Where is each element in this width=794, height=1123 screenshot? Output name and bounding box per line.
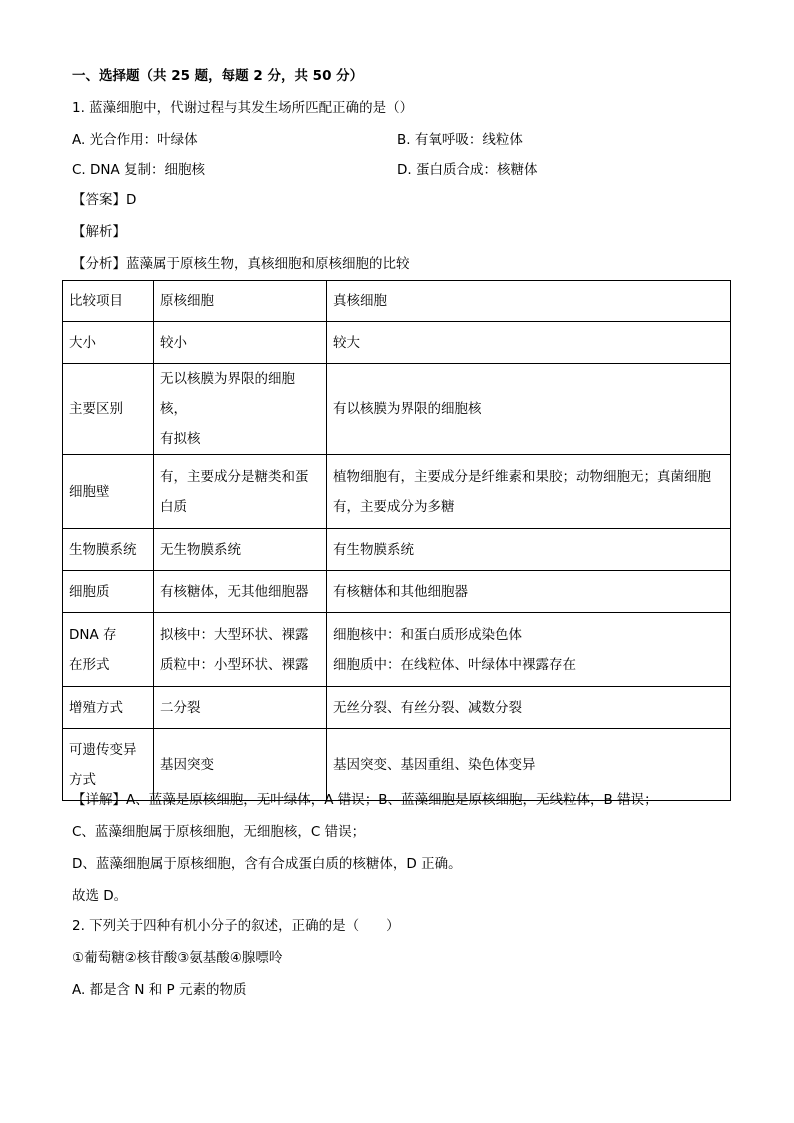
table-cell [63, 455, 154, 529]
q1-option-c: C. DNA 复制：细胞核 [72, 162, 206, 178]
cell-text: 方式 [69, 771, 96, 788]
comparison-table [62, 280, 731, 801]
cell-text: 无生物膜系统 [160, 541, 241, 558]
cell-text: 植物细胞有，主要成分是纤维素和果胶；动物细胞无；真菌细胞 [333, 468, 711, 485]
table-cell [63, 281, 154, 322]
table-row [63, 529, 731, 571]
analysis-tag: 【解析】 [72, 224, 126, 240]
detail-text: A、蓝藻是原核细胞，无叶绿体，A 错误；B、蓝藻细胞是原核细胞，无线粒体，B 错误； [126, 792, 658, 808]
cell-text: 细胞核中：和蛋白质形成染色体 [333, 626, 522, 643]
question-2-stem: 2. 下列关于四种有机小分子的叙述，正确的是（ ） [72, 918, 400, 934]
table-cell [154, 613, 327, 687]
cell-text: 无丝分裂、有丝分裂、减数分裂 [333, 699, 522, 716]
cell-text: 基因突变、基因重组、染色体变异 [333, 756, 536, 773]
detail-line-3: D、蓝藻细胞属于原核细胞，含有合成蛋白质的核糖体，D 正确。 [72, 856, 462, 872]
cell-text: 原核细胞 [160, 293, 214, 309]
table-cell [63, 322, 154, 364]
q1-option-a: A. 光合作用：叶绿体 [72, 132, 198, 148]
table-cell [154, 729, 327, 801]
cell-text: 有生物膜系统 [333, 541, 414, 558]
table-cell [63, 529, 154, 571]
cell-text: 有，主要成分是糖类和蛋 [160, 468, 309, 485]
cell-text: 生物膜系统 [69, 541, 137, 558]
cell-text: 有核糖体，无其他细胞器 [160, 583, 309, 600]
cell-text: 无以核膜为界限的细胞核， [160, 371, 295, 417]
cell-text: 大小 [69, 334, 96, 351]
table-cell [154, 687, 327, 729]
cell-text: 有拟核 [160, 431, 201, 447]
answer-value: D [126, 192, 137, 208]
table-cell [154, 364, 327, 455]
cell-text: 拟核中：大型环状、裸露 [160, 626, 309, 643]
table-cell [154, 571, 327, 613]
table-row [63, 687, 731, 729]
cell-text: 细胞壁 [69, 483, 110, 500]
table-cell [154, 455, 327, 529]
table-row [63, 455, 731, 529]
cell-text: 质粒中：小型环状、裸露 [160, 656, 309, 673]
q2-option-a: A. 都是含 N 和 P 元素的物质 [72, 982, 247, 998]
cell-text: 有以核膜为界限的细胞核 [333, 401, 482, 417]
table-cell [154, 322, 327, 364]
cell-text: DNA 存 [69, 626, 117, 643]
cell-text: 可遗传变异 [69, 741, 137, 758]
cell-text: 细胞质中：在线粒体、叶绿体中裸露存在 [333, 656, 576, 673]
cell-text: 较小 [160, 334, 187, 351]
table-cell [154, 529, 327, 571]
section-heading: 一、选择题（共 25 题，每题 2 分，共 50 分） [72, 68, 364, 84]
cell-text: 在形式 [69, 656, 110, 673]
table-cell [63, 571, 154, 613]
fenxi-text: 蓝藻属于原核生物，真核细胞和原核细胞的比较 [126, 256, 410, 272]
table-cell [63, 364, 154, 455]
table-cell [327, 529, 731, 571]
cell-text: 真核细胞 [333, 293, 387, 309]
table-row [63, 322, 731, 364]
table-cell [327, 687, 731, 729]
table-row [63, 571, 731, 613]
cell-text: 基因突变 [160, 756, 214, 773]
cell-text: 细胞质 [69, 583, 110, 600]
table-row [63, 281, 731, 322]
q1-option-d: D. 蛋白质合成：核糖体 [397, 162, 538, 178]
table-cell [327, 613, 731, 687]
answer-tag: 【答案】 [72, 192, 126, 208]
answer-line [72, 191, 136, 209]
detail-line-1 [72, 791, 658, 809]
question-1-stem: 1. 蓝藻细胞中，代谢过程与其发生场所匹配正确的是（） [72, 100, 414, 116]
table-cell [327, 729, 731, 801]
table-row [63, 729, 731, 801]
cell-text: 白质 [160, 498, 187, 515]
question-2-items: ①葡萄糖②核苷酸③氨基酸④腺嘌呤 [72, 950, 283, 966]
table-row [63, 364, 731, 455]
table-cell [327, 364, 731, 455]
cell-text: 较大 [333, 334, 360, 351]
cell-text: 有核糖体和其他细胞器 [333, 583, 468, 600]
detail-line-2: C、蓝藻细胞属于原核细胞，无细胞核，C 错误； [72, 824, 366, 840]
table-row [63, 613, 731, 687]
table-cell [63, 613, 154, 687]
table-cell [327, 571, 731, 613]
cell-text: 增殖方式 [69, 699, 123, 716]
cell-text: 主要区别 [69, 401, 123, 417]
q1-option-b: B. 有氧呼吸：线粒体 [397, 132, 523, 148]
cell-text: 比较项目 [69, 293, 123, 309]
table-cell [327, 455, 731, 529]
cell-text: 二分裂 [160, 699, 201, 716]
table-cell [63, 729, 154, 801]
fenxi-tag: 【分析】 [72, 256, 126, 272]
table-cell [154, 281, 327, 322]
detail-tag: 【详解】 [72, 792, 126, 808]
detail-line-4: 故选 D。 [72, 888, 128, 904]
fenxi-line [72, 255, 410, 273]
table-cell [327, 322, 731, 364]
table-cell [63, 687, 154, 729]
table-cell [327, 281, 731, 322]
cell-text: 有，主要成分为多糖 [333, 498, 455, 515]
